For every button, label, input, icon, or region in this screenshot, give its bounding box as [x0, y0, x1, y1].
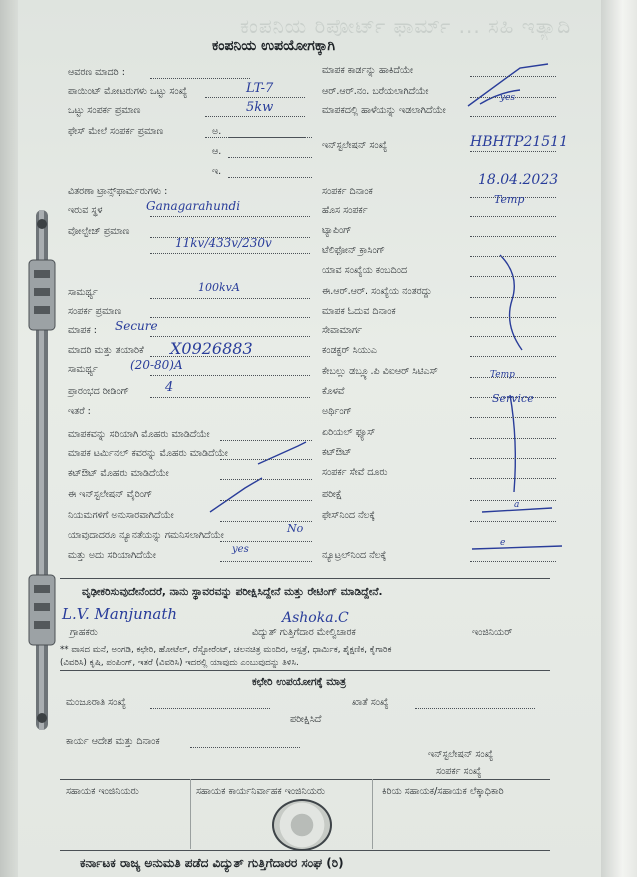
left2-field-label-0: ವಿತರಣಾ ಟ್ರಾನ್ಸ್‌ಫಾರ್ಮರುಗಳು :	[68, 186, 168, 197]
left2-field-label-16: ಯಾವುದಾದರೂ ನ್ಯೂನತೆಯನ್ನು ಗಮನಿಸಲಾಗಿದೆಯೇ	[68, 530, 224, 541]
left2-field-line-8[interactable]	[150, 375, 310, 376]
right-field-line-9[interactable]	[470, 256, 556, 257]
line-neutral-earth	[472, 546, 562, 549]
checked-label: ಪರೀಕ್ಷಿಸಿದೆ	[290, 714, 322, 725]
left2-field-label-2: ವೋಲ್ಟೇಜ್ ಪ್ರಮಾಣ	[68, 226, 130, 237]
right-field-line-11[interactable]	[470, 297, 556, 298]
phase-row-line-1[interactable]	[228, 157, 312, 158]
left2-field-line-14[interactable]	[220, 500, 312, 501]
right-field-line-4[interactable]	[470, 151, 556, 152]
tick-mark-terminal	[258, 442, 306, 464]
right-field-line-19[interactable]	[470, 458, 556, 459]
phase-row-label-0: ಅ.	[212, 126, 222, 137]
left2-field-value-1: Ganagarahundi	[146, 199, 241, 213]
right-field-line-12[interactable]	[470, 317, 556, 318]
right-field-line-18[interactable]	[470, 438, 556, 439]
left2-field-line-3[interactable]	[150, 253, 310, 254]
left-field-value-1: LT-7	[246, 81, 274, 96]
left2-field-value-8: (20-80)A	[130, 358, 183, 372]
phase-row-line-2[interactable]	[228, 177, 312, 178]
right-field-label-10: ಯಾವ ಸಂಖ್ಯೆಯ ಕಂಬದಿಂದ	[322, 265, 408, 276]
installation-number-office-label: ಇನ್‌ಸ್ಟಲೇಷನ್ ಸಂಖ್ಯೆ	[428, 749, 494, 760]
left-field-value-2: 5kw	[246, 100, 274, 115]
left2-field-label-9: ಪ್ರಾರಂಭದ ರೀಡಿಂಗ್	[68, 386, 129, 397]
supervisor-signature: Ashoka.C	[282, 610, 349, 626]
phase-row-line-0[interactable]	[228, 137, 312, 138]
left2-field-label-15: ನಿಯಮಗಳಿಗೆ ಅನುಸಾರವಾಗಿದೆಯೇ	[68, 510, 174, 521]
right-field-label-13: ಸೇವಾಮಾರ್ಗ	[322, 325, 363, 336]
role-supervisor: ವಿದ್ಯುತ್ ಗುತ್ತಿಗೆದಾರ ಮೇಲ್ವಿಚಾರಕ	[252, 627, 356, 638]
right-field-value-16: Service	[492, 392, 534, 405]
left-field-line-0[interactable]	[150, 78, 250, 79]
left2-field-line-16[interactable]	[220, 541, 312, 542]
right-field-line-2[interactable]	[470, 116, 556, 117]
left2-field-line-12[interactable]	[220, 459, 312, 460]
right-field-value-6: 18.04.2023	[478, 172, 559, 188]
left2-field-label-11: ಮಾಪಕವನ್ನು ಸರಿಯಾಗಿ ಮೊಹರು ಮಾಡಿದೆಯೇ	[68, 429, 210, 440]
left-field-label-0: ಆವರಣ ಮಾದರಿ :	[68, 67, 125, 78]
right-field-line-10[interactable]	[470, 276, 556, 277]
right-field-label-12: ಮಾಪಕ ಓದುವ ದಿನಾಂಕ	[322, 306, 396, 317]
right-field-label-8: ಟ್ಯಾಪಿಂಗ್	[322, 225, 352, 236]
right-field-label-11: ಈ.ಆರ್.ಆರ್. ಸಂಖ್ಯೆಯ ನಂತರದ್ದು	[322, 286, 432, 297]
customer-signature: L.V. Manjunath	[62, 605, 178, 623]
right-field-label-20: ಸಂಪರ್ಕ ಸೇವೆ ದೂರು	[322, 467, 388, 478]
left2-field-label-12: ಮಾಪಕ ಟರ್ಮಿನಲ್ ಕವರನ್ನು ಮೊಹರು ಮಾಡಿದೆಯೇ	[68, 448, 228, 459]
left2-field-label-17: ಮತ್ತು ಅದು ಸರಿಯಾಗಿದೆಯೇ	[68, 550, 156, 561]
left2-field-value-9: 4	[165, 380, 174, 395]
right-field-label-16: ಕೊಳವೆ	[322, 386, 345, 397]
left2-field-line-6[interactable]	[150, 336, 310, 337]
left2-field-label-8: ಸಾಮರ್ಥ್ಯ	[68, 364, 98, 375]
right-field-value-24: e	[500, 538, 506, 548]
footnote-line-1: ** ವಾಸದ ಮನೆ, ಅಂಗಡಿ, ಕಛೇರಿ, ಹೋಟೆಲ್, ರೆಸ್ಟೋರೆಂಟ್, ಚಲನಚಿತ್ರ ಮಂದಿರ, ಆಸ್ಪತ್ರೆ, ಧಾರ್ಮಿಕ, ಶೈಕ್ಷಣಿಕ, ಕೈಗಾರಿಕ	[60, 645, 392, 655]
work-order-label: ಕಾರ್ಯ ಆದೇಶ ಮತ್ತು ದಿನಾಂಕ	[66, 736, 160, 747]
right-field-label-6: ಸಂಪರ್ಕ ದಿನಾಂಕ	[322, 186, 373, 197]
phase-row-label-2: ಇ.	[212, 166, 222, 177]
right-field-value-15: Temp	[490, 370, 515, 380]
right-field-label-22: ಫೇಸ್‌ನಿಂದ ನೆಲಕ್ಕೆ	[322, 510, 376, 521]
left2-field-value-6: Secure	[115, 319, 158, 333]
right-field-label-9: ಟೆಲಿಫೋನ್ ಕ್ರಾಸಿಂಗ್	[322, 245, 385, 256]
left2-field-value-4: 100kvA	[198, 281, 240, 294]
right-field-line-22[interactable]	[470, 521, 556, 522]
right-field-label-0: ಮಾಪಕ ಕಾರ್ಡನ್ನು ಹಾಕಿದೆಯೇ	[322, 65, 414, 76]
right-field-line-20[interactable]	[470, 478, 556, 479]
right-field-line-24[interactable]	[470, 561, 556, 562]
right-field-line-7[interactable]	[470, 216, 556, 217]
tick-mark-wiring	[210, 478, 262, 512]
form-title: ಕಂಪನಿಯ ಉಪಯೋಗಕ್ಕಾಗಿ	[212, 38, 336, 54]
left2-field-line-11[interactable]	[220, 440, 312, 441]
right-field-line-13[interactable]	[470, 336, 556, 337]
left2-field-line-17[interactable]	[220, 561, 312, 562]
right-field-line-0[interactable]	[470, 76, 556, 77]
left-field-label-3: ಫೇಸ್ ಮೇಲೆ ಸಂಪರ್ಕ ಪ್ರಮಾಣ	[68, 126, 164, 137]
right-field-label-21: ಪರೀಕ್ಷೆ	[322, 489, 342, 500]
declaration-text: ವೃಢೀಕರಿಸುವುದೇನೆಂದರೆ, ನಾನು ಸ್ಥಾವರವನ್ನು ಪರೀಕ್ಷಿಸಿದ್ದೇನೆ ಮತ್ತು ರೇಟಿಂಗ್ ಮಾಡಿದ್ದೇನೆ.	[82, 586, 383, 598]
left2-field-value-7: X0926883	[170, 339, 253, 358]
role-customer: ಗ್ರಾಹಕರು	[70, 627, 98, 638]
right-field-label-2: ಮಾಪಕದಲ್ಲಿ ಹಾಳೆಯನ್ನು ಇಡಲಾಗಿದೆಯೇ	[322, 105, 446, 116]
right-field-label-17: ಅರ್ಥಿಂಗ್	[322, 406, 352, 417]
right-field-label-18: ಏರಿಯಲ್ ಫ್ಯೂಸ್	[322, 427, 376, 438]
right-field-line-17[interactable]	[470, 417, 556, 418]
account-number-label: ಖಾತೆ ಸಂಖ್ಯೆ	[352, 697, 389, 708]
right-field-value-4: HBHTP21511	[470, 134, 568, 150]
official-junior-assistant: ಕಿರಿಯ ಸಹಾಯಕ/ಸಹಾಯಕ ಲೆಕ್ಕಾಧಿಕಾರಿ	[382, 786, 504, 797]
left2-field-label-6: ಮಾಪಕ :	[68, 325, 97, 336]
right-field-label-15: ಕೇಬಲ್ಲು ಡಬ್ಲ್ಯೂ.ಪಿ ವಿಐಆರ್ ಸಿಟಿಎಸ್	[322, 366, 438, 377]
right-field-value-7: Temp	[494, 193, 525, 206]
right-field-value-22: a	[514, 500, 520, 510]
right-field-label-24: ನ್ಯೂಟ್ರಲ್‌ನಿಂದ ನೆಲಕ್ಕೆ	[322, 550, 387, 561]
right-field-label-1: ಆರ್.ಆರ್.ನಂ. ಬರೆಯಲಾಗಿದೆಯೇ	[322, 86, 429, 97]
left-field-line-2[interactable]	[205, 116, 305, 117]
left2-field-line-5[interactable]	[150, 317, 310, 318]
role-engineer: ಇಂಜಿನಿಯರ್	[472, 627, 513, 638]
right-field-label-19: ಕಟ್‌ಔಟ್	[322, 447, 352, 458]
footnote-line-2: (ವಿವರಿಸಿ) ಕೃಷಿ, ಪಂಪಿಂಗ್, ಇತರೆ (ವಿವರಿಸಿ) ಇದರಲ್ಲಿ ಯಾವುದು ಎಂಬುವುದನ್ನು ತಿಳಿಸಿ.	[60, 658, 299, 668]
left2-field-value-17: yes	[232, 544, 249, 555]
footer-organization: ಕರ್ನಾಟಕ ರಾಜ್ಯ ಅನುಮತಿ ಪಡೆದ ವಿದ್ಯುತ್ ಗುತ್ತಿಗೆದಾರರ ಸಂಘ (ರಿ)	[80, 856, 344, 870]
right-field-value-2: yes	[500, 93, 516, 103]
left-field-label-1: ಪಾಯಿಂಟ್ ಮೋಟರುಗಳು ಒಟ್ಟು ಸಂಖ್ಯೆ	[68, 86, 188, 97]
left2-field-line-9[interactable]	[150, 397, 310, 398]
connection-number-label: ಸಂಪರ್ಕ ಸಂಖ್ಯೆ	[436, 766, 482, 777]
official-assistant-engineer: ಸಹಾಯಕ ಇಂಜಿನಿಯರು	[66, 786, 139, 797]
left2-field-label-7: ಮಾದರಿ ಮತ್ತು ತಯಾರಿಕೆ	[68, 345, 144, 356]
right-field-label-14: ಕಂಡಕ್ಟರ್ ಸಿಯುಎ	[322, 345, 377, 356]
sanction-number-label: ಮಂಜೂರಾತಿ ಸಂಖ್ಯೆ	[66, 697, 126, 708]
left-field-line-1[interactable]	[205, 97, 305, 98]
left2-field-label-10: ಇತರೆ :	[68, 406, 91, 417]
left2-field-line-13[interactable]	[220, 479, 312, 480]
right-field-label-7: ಹೊಸ ಸಂಪರ್ಕ	[322, 205, 368, 216]
right-field-line-8[interactable]	[470, 236, 556, 237]
left2-field-label-13: ಕಟ್‌ಔಟ್ ಮೊಹರು ಮಾಡಿದೆಯೇ	[68, 468, 169, 479]
left2-field-line-4[interactable]	[150, 298, 310, 299]
left2-field-label-5: ಸಂಪರ್ಕ ಪ್ರಮಾಣ	[68, 306, 122, 317]
official-assistant-executive-engineer: ಸಹಾಯಕ ಕಾರ್ಯನಿರ್ವಾಹಕ ಇಂಜಿನಿಯರು	[196, 786, 325, 797]
left2-field-value-16: No	[287, 522, 304, 535]
ghost-header-text: ಕಂಪನಿಯ ರಿಪೋರ್ಟ್ ಫಾರ್ಮ್ ... ಸಹಿ ಇತ್ಯಾದಿ	[240, 14, 572, 38]
right-field-line-21[interactable]	[470, 500, 556, 501]
right-field-line-14[interactable]	[470, 356, 556, 357]
right-field-label-4: ಇನ್‌ಸ್ಟಲೇಷನ್ ಸಂಖ್ಯೆ	[322, 140, 388, 151]
left2-field-label-14: ಈ ಇನ್‌ಸ್ಟಲೇಷನ್ ವೈರಿಂಗ್	[68, 489, 153, 500]
left2-field-label-4: ಸಾಮರ್ಥ್ಯ	[68, 287, 98, 298]
left-field-label-2: ಒಟ್ಟು ಸಂಪರ್ಕ ಪ್ರಮಾಣ	[68, 105, 141, 116]
left2-field-label-1: ಇರುವ ಸ್ಥಳ	[68, 205, 103, 216]
office-use-title: ಕಛೇರಿ ಉಪಯೋಗಕ್ಕೆ ಮಾತ್ರ	[252, 676, 347, 688]
phase-row-label-1: ಆ.	[212, 146, 222, 157]
left2-field-line-1[interactable]	[150, 216, 310, 217]
left2-field-value-3: 11kv/433v/230v	[175, 236, 272, 250]
